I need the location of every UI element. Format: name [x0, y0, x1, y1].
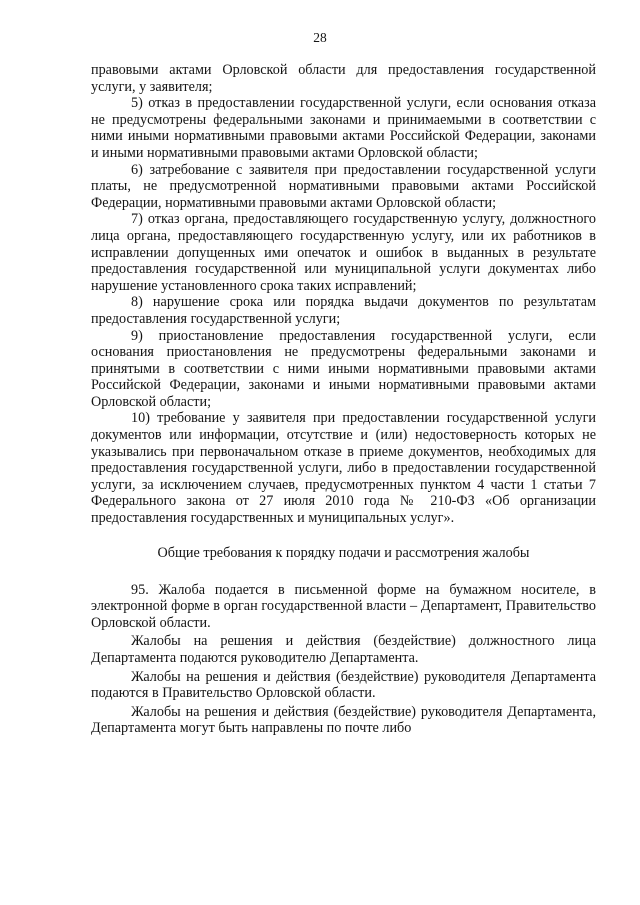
list-item-9: 9) приостановление предоставления государственной услуги, если основания приостановления не предусмотрены федеральными законами и принятыми в соответствии с ними иными нормативными правовыми актами Российской Федерации, законами и иными нормативными правовыми актами Орловской области; — [91, 327, 596, 410]
paragraph-95: 95. Жалоба подается в письменной форме на бумажном носителе, в электронной форме в орган государственной власти – Департамент, Правительство Орловской области. — [91, 581, 596, 631]
list-item-7: 7) отказ органа, предоставляющего государственную услугу, должностного лица органа, предоставляющего государственную услугу, или их работников в исправлении допущенных ими опечаток и ошибок в выданных в результате предоставления государственной или муниципальной услуги документах либо нарушение установленного срока таких исправлений; — [91, 211, 596, 294]
paragraph-complaint-head: Жалобы на решения и действия (бездействие) руководителя Департамента подаются в Правительство Орловской области. — [91, 668, 596, 702]
document-body — [91, 62, 596, 737]
list-item-6: 6) затребование с заявителя при предоставлении государственной услуги платы, не предусмотренной нормативными правовыми актами Российской Федерации, нормативными правовыми актами Орловской области; — [91, 161, 596, 211]
list-item-5: 5) отказ в предоставлении государственной услуги, если основания отказа не предусмотрены федеральными законами и принимаемыми в соответствии с ними иными нормативными правовыми актами Российской Федерации, законами и иными нормативными правовыми актами Орловской области; — [91, 95, 596, 161]
section-heading: Общие требования к порядку подачи и рассмотрения жалобы — [157, 544, 530, 561]
list-item-8: 8) нарушение срока или порядка выдачи документов по результатам предоставления государственной услуги; — [91, 294, 596, 327]
list-item-10: 10) требование у заявителя при предоставлении государственной услуги документов или информации, отсутствие и (или) недостоверность которых не указывались при первоначальном отказе в приеме документов, необходимых для предоставления государственной услуги, либо в предоставлении государственной услуги, за исключением случаев, предусмотренных пунктом 4 части 1 статьи 7 Федерального закона от 27 июля 2010 года № 210-ФЗ «Об организации предоставления государственных и муниципальных услуг». — [91, 410, 596, 527]
paragraph-continuation: правовыми актами Орловской области для предоставления государственной услуги, у заявителя; — [91, 62, 596, 95]
paragraph-complaint-mail: Жалобы на решения и действия (бездействие) руководителя Департамента, Департамента могут быть направлены по почте либо — [91, 703, 596, 737]
page-number: 28 — [313, 30, 327, 45]
paragraph-complaint-official: Жалобы на решения и действия (бездействие) должностного лица Департамента подаются руководителю Департамента. — [91, 633, 596, 666]
